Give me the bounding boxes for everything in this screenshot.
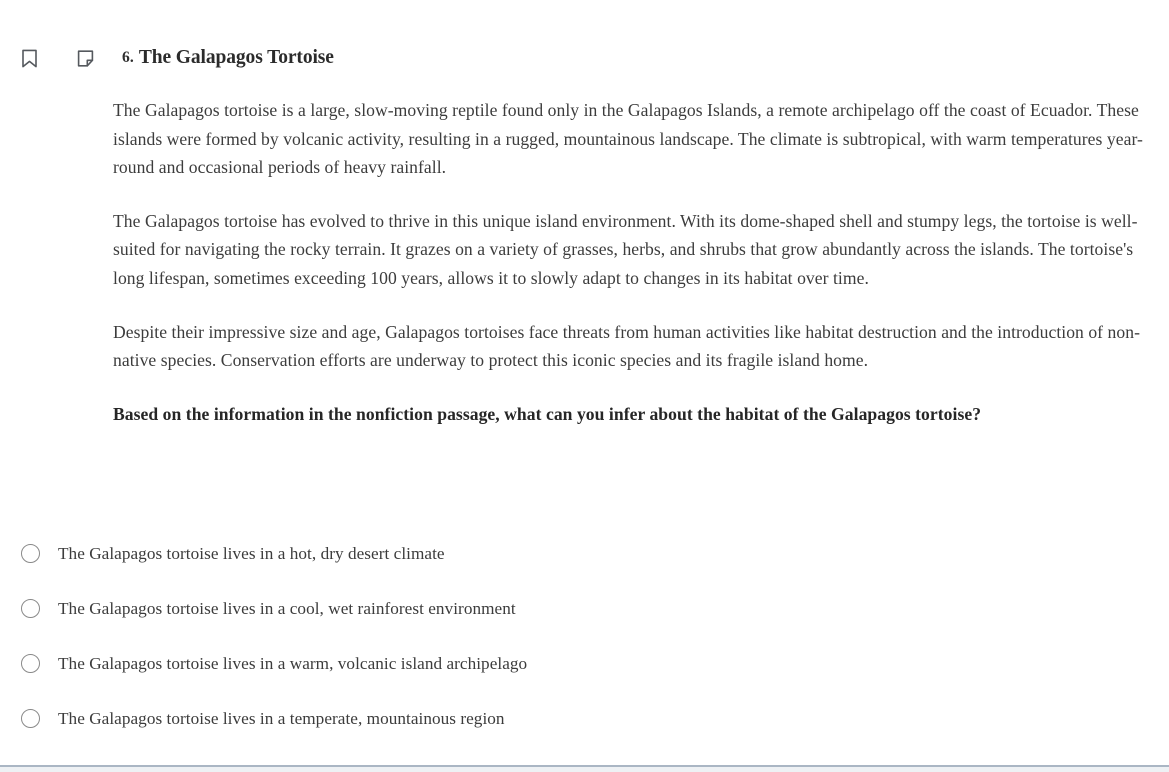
passage-paragraph-1: The Galapagos tortoise is a large, slow-moving reptile found only in the Galapagos Islands, a remote archipelago off the coast of Ecuador. These islands were formed by volcanic activity, resulting in a rugged, mountainous landscape. The climate is subtropical, with warm temperatures year-round and occasional periods of heavy rainfall. [113, 100, 1143, 178]
option-row[interactable] [0, 636, 1169, 691]
question-title: The Galapagos Tortoise [138, 47, 334, 68]
answer-options [0, 526, 1169, 746]
option-label: The Galapagos tortoise lives in a warm, volcanic island archipelago [58, 653, 528, 673]
option-label: The Galapagos tortoise lives in a cool, wet rainforest environment [58, 598, 516, 618]
option-label: The Galapagos tortoise lives in a temperate, mountainous region [58, 708, 505, 728]
passage-paragraph-2: The Galapagos tortoise has evolved to thrive in this unique island environment. With its dome-shaped shell and stumpy legs, the tortoise is well-suited for navigating the rocky terrain. It grazes on a variety of grasses, herbs, and shrubs that grow abundantly across the islands. The tortoise's long lifespan, sometimes exceeding 100 years, allows it to slowly adapt to changes in its habitat over time. [113, 210, 1138, 288]
note-icon [76, 49, 95, 68]
note-button[interactable] [70, 43, 100, 73]
question-header [0, 42, 334, 74]
bookmark-icon [21, 48, 38, 69]
option-row[interactable] [0, 581, 1169, 636]
passage-body [113, 96, 1155, 428]
question-prompt: Based on the information in the nonfiction passage, what can you infer about the habitat of the Galapagos tortoise? [113, 403, 982, 424]
option-label: The Galapagos tortoise lives in a hot, dry desert climate [58, 543, 445, 563]
radio-button-icon[interactable] [21, 544, 40, 563]
option-row[interactable] [0, 691, 1169, 746]
question-number: 6. [122, 49, 134, 66]
radio-button-icon[interactable] [21, 654, 40, 673]
option-row[interactable] [0, 526, 1169, 581]
radio-button-icon[interactable] [21, 709, 40, 728]
passage-paragraph-3: Despite their impressive size and age, Galapagos tortoises face threats from human activities like habitat destruction and the introduction of non-native species. Conservation efforts are underway to protect this iconic species and its fragile island home. [113, 321, 1140, 371]
bookmark-button[interactable] [14, 43, 44, 73]
radio-button-icon[interactable] [21, 599, 40, 618]
footer-divider-shadow [0, 767, 1169, 772]
